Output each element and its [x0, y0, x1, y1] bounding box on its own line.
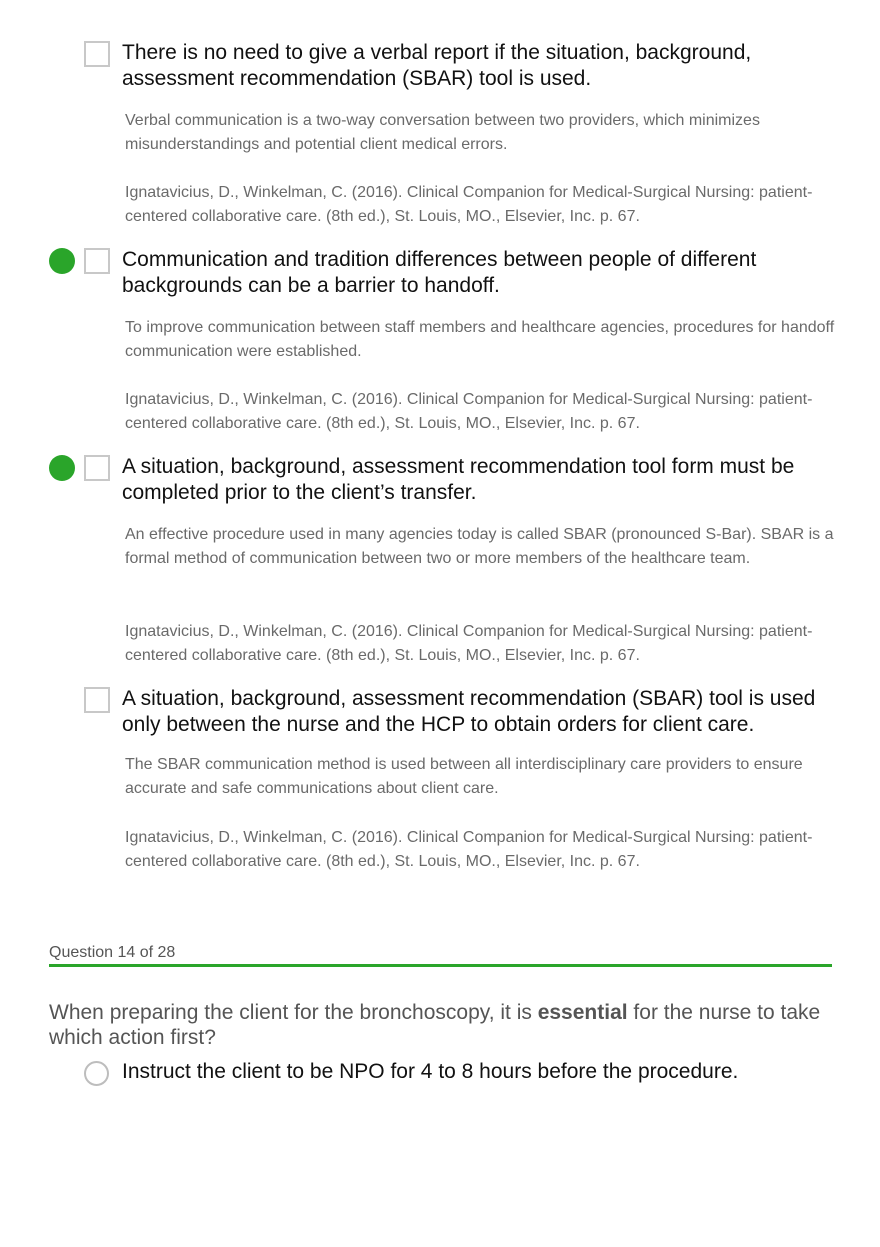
option-text: A situation, background, assessment recommendation tool form must be completed prior to the client’s transfer.	[122, 455, 795, 504]
option-reference: Ignatavicius, D., Winkelman, C. (2016). Clinical Companion for Medical-Surgical Nursing: patient-centered collaborative care. (8th ed.), St. Louis, MO., Elsevier, Inc. p. 67.	[125, 184, 813, 225]
option-reference: Ignatavicius, D., Winkelman, C. (2016). Clinical Companion for Medical-Surgical Nursing: patient-centered collaborative care. (8th ed.), St. Louis, MO., Elsevier, Inc. p. 67.	[125, 829, 813, 870]
answer-radio-button[interactable]	[84, 1061, 109, 1086]
question-stem-end: for the nurse to take which action first?	[49, 1001, 821, 1049]
option-text: Communication and tradition differences between people of different backgrounds can be a barrier to handoff.	[122, 248, 757, 297]
correct-answer-dot-icon	[49, 248, 75, 274]
radio-option-text[interactable]: Instruct the client to be NPO for 4 to 8 hours before the procedure.	[122, 1060, 739, 1083]
correct-answer-dot-icon	[49, 455, 75, 481]
question-stem-start: When preparing the client for the bronchoscopy, it is	[49, 1001, 538, 1024]
question-divider	[49, 964, 832, 967]
option-rationale: Verbal communication is a two-way conversation between two providers, which minimizes misunderstandings and potential client medical errors.	[125, 112, 760, 153]
option-checkbox[interactable]	[84, 248, 110, 274]
question-counter: Question 14 of 28	[49, 944, 176, 961]
option-reference: Ignatavicius, D., Winkelman, C. (2016). Clinical Companion for Medical-Surgical Nursing: patient-centered collaborative care. (8th ed.), St. Louis, MO., Elsevier, Inc. p. 67.	[125, 623, 813, 664]
option-checkbox[interactable]	[84, 41, 110, 67]
question-stem-emphasis: essential	[537, 1001, 628, 1024]
question-stem	[49, 1000, 829, 1050]
option-text: There is no need to give a verbal report if the situation, background, assessment recommendation (SBAR) tool is used.	[122, 41, 752, 90]
option-text: A situation, background, assessment recommendation (SBAR) tool is used only between the nurse and the HCP to obtain orders for client care.	[122, 687, 816, 736]
option-checkbox[interactable]	[84, 687, 110, 713]
option-rationale: An effective procedure used in many agencies today is called SBAR (pronounced S-Bar). SBAR is a formal method of communication between two or more members of the healthcare team.	[125, 526, 834, 567]
option-reference: Ignatavicius, D., Winkelman, C. (2016). Clinical Companion for Medical-Surgical Nursing: patient-centered collaborative care. (8th ed.), St. Louis, MO., Elsevier, Inc. p. 67.	[125, 391, 813, 432]
option-checkbox[interactable]	[84, 455, 110, 481]
option-rationale: The SBAR communication method is used between all interdisciplinary care providers to ensure accurate and safe communications about client care.	[125, 756, 803, 797]
option-rationale: To improve communication between staff members and healthcare agencies, procedures for handoff communication were established.	[125, 319, 835, 360]
